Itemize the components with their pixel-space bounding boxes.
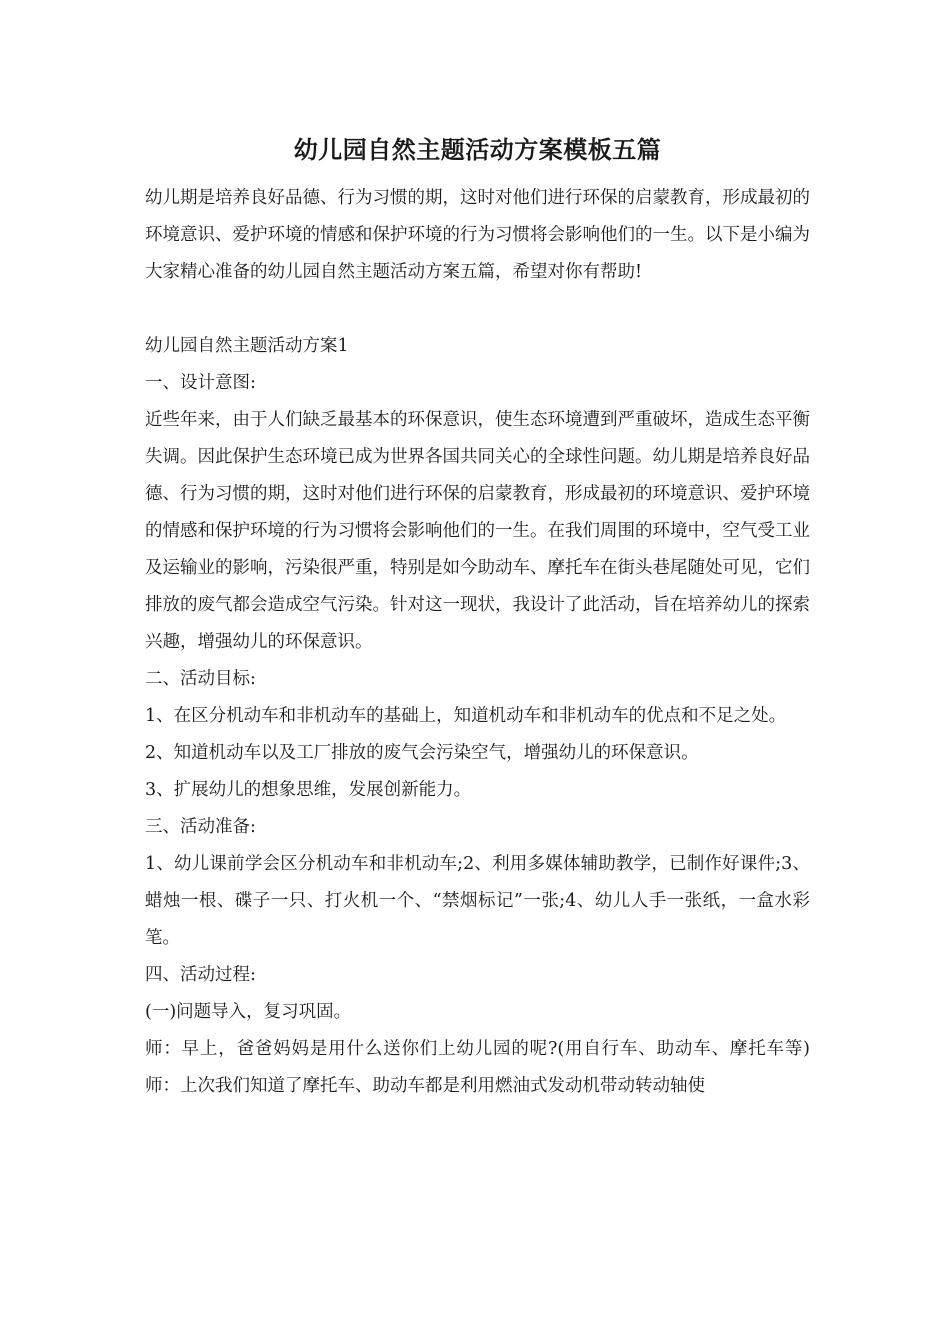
teacher-dialog-paragraph: 师：早上，爸爸妈妈是用什么送你们上幼儿园的呢?(用自行车、助动车、摩托车等)师：上次我们知道了摩托车、助动车都是利用燃油式发动机带动转动轴使 — [145, 1039, 810, 1096]
paragraph-gap — [145, 291, 810, 328]
document-page — [145, 128, 810, 1105]
heading-design-intent: 一、设计意图: — [145, 373, 256, 393]
heading-activity-preparation: 三、活动准备: — [145, 817, 256, 837]
heading-activity-process: 四、活动过程: — [145, 965, 256, 985]
heading-activity-goals: 二、活动目标: — [145, 669, 256, 689]
preparation-paragraph: 1、幼儿课前学会区分机动车和非机动车;2、利用多媒体辅助教学，已制作好课件;3、蜡烛一根、碟子一只、打火机一个、“禁烟标记”一张;4、幼儿人手一张纸，一盒水彩笔。 — [145, 854, 810, 948]
document-title: 幼儿园自然主题活动方案模板五篇 — [293, 135, 662, 164]
section-title: 幼儿园自然主题活动方案1 — [145, 336, 349, 356]
intro-paragraph: 幼儿期是培养良好品德、行为习惯的期，这时对他们进行环保的启蒙教育，形成最初的环境意识、爱护环境的情感和保护环境的行为习惯将会影响他们的一生。以下是小编为大家精心准备的幼儿园自然主题活动方案五篇，希望对你有帮助! — [145, 188, 810, 282]
design-intent-paragraph: 近些年来，由于人们缺乏最基本的环保意识，使生态环境遭到严重破坏，造成生态平衡失调。因此保护生态环境已成为世界各国共同关心的全球性问题。幼儿期是培养良好品德、行为习惯的期，这时对他们进行环保的启蒙教育，形成最初的环境意识、爱护环境的情感和保护环境的行为习惯将会影响他们的一生。在我们周围的环境中，空气受工业及运输业的影响，污染很严重，特别是如今助动车、摩托车在街头巷尾随处可见，它们排放的废气都会造成空气污染。针对这一现状，我设计了此活动，旨在培养幼儿的探索兴趣，增强幼儿的环保意识。 — [145, 410, 810, 652]
goal-item-1: 1、在区分机动车和非机动车的基础上，知道机动车和非机动车的优点和不足之处。 — [145, 706, 787, 726]
goal-item-2: 2、知道机动车以及工厂排放的废气会污染空气，增强幼儿的环保意识。 — [145, 743, 699, 763]
goal-item-3: 3、扩展幼儿的想象思维，发展创新能力。 — [145, 780, 472, 800]
process-step-1: (一)问题导入，复习巩固。 — [145, 1002, 352, 1022]
